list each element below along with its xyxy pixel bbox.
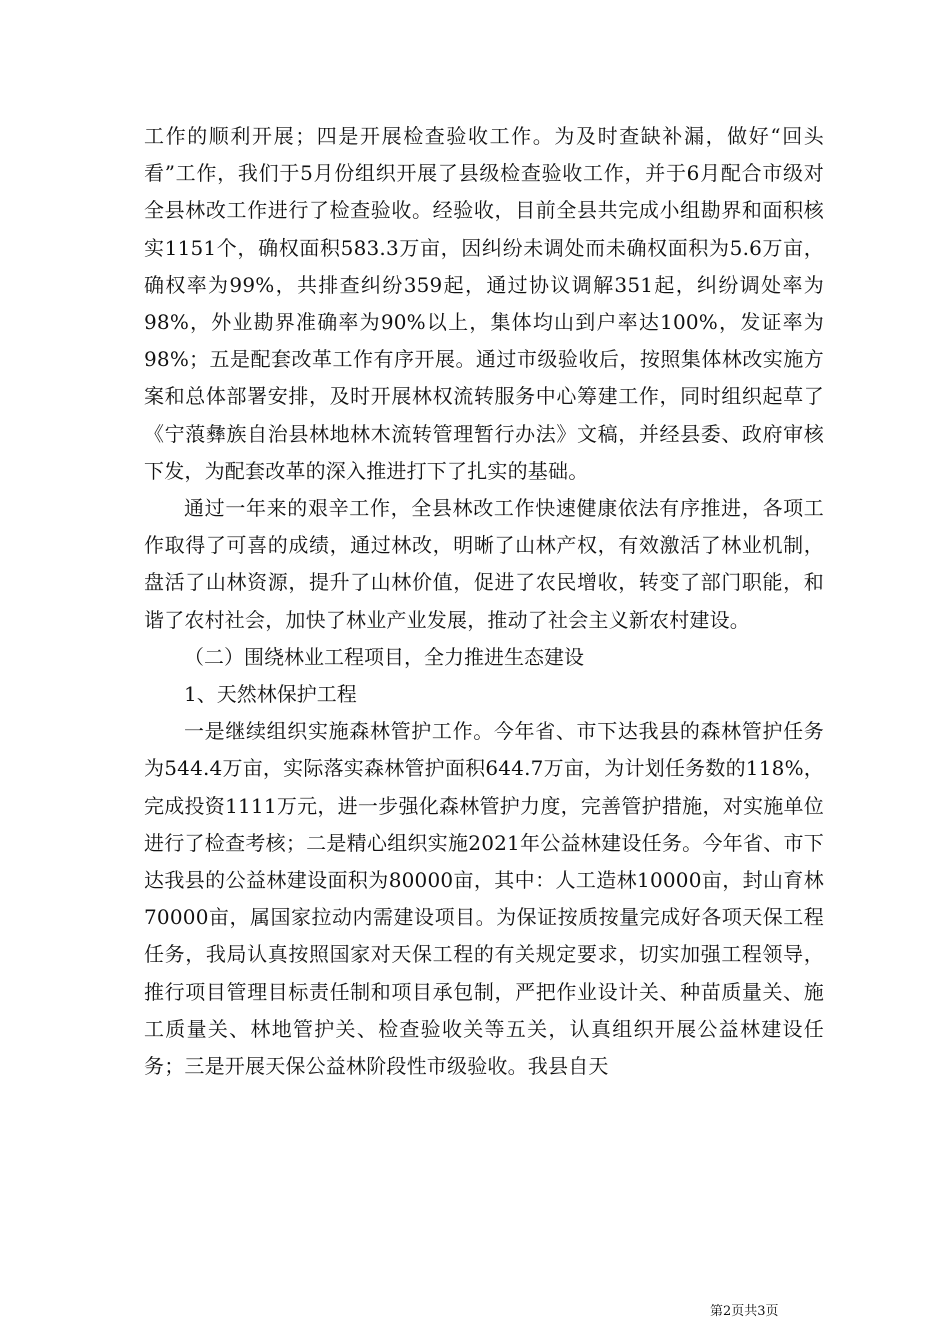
paragraph-reform-achievements: 通过一年来的艰辛工作，全县林改工作快速健康依法有序推进，各项工作取得了可喜的成绩，通过林改，明晰了山林产权，有效激活了林业机制，盘活了山林资源，提升了山林价值，促进了农民增收，转变了部门职能，和谐了农村社会，加快了林业产业发展，推动了社会主义新农村建设。	[144, 496, 824, 632]
paragraph-forest-reform-acceptance: 工作的顺利开展；四是开展检查验收工作。为及时查缺补漏，做好“回头看”工作，我们于5月份组织开展了县级检查验收工作，并于6月配合市级对全县林改工作进行了检查验收。经验收，目前全县共完成小组勘界和面积核实1151个，确权面积583.3万亩，因纠纷未调处而未确权面积为5.6万亩，确权率为99%，共排查纠纷359起，通过协议调解351起，纠纷调处率为98%，外业勘界准确率为90%以上，集体均山到户率达100%，发证率为98%；五是配套改革工作有序开展。通过市级验收后，按照集体林改实施方案和总体部署安排，及时开展林权流转服务中心筹建工作，同时组织起草了《宁蒗彝族自治县林地林木流转管理暂行办法》文稿，并经县委、政府审核下发，为配套改革的深入推进打下了扎实的基础。	[144, 124, 824, 483]
document-body	[144, 118, 824, 1085]
page-number-footer: 第2页共3页	[710, 1304, 779, 1319]
paragraph-natural-forest-protection: 一是继续组织实施森林管护工作。今年省、市下达我县的森林管护任务为544.4万亩，实际落实森林管护面积644.7万亩，为计划任务数的118%，完成投资1111万元，进一步强化森林管护力度，完善管护措施，对实施单位进行了检查考核；二是精心组织实施2021年公益林建设任务。今年省、市下达我县的公益林建设面积为80000亩，其中：人工造林10000亩，封山育林70000亩，属国家拉动内需建设项目。为保证按质按量完成好各项天保工程任务，我局认真按照国家对天保工程的有关规定要求，切实加强工程领导，推行项目管理目标责任制和项目承包制，严把作业设计关、种苗质量关、施工质量关、林地管护关、检查验收关等五关，认真组织开展公益林建设任务；三是开展天保公益林阶段性市级验收。我县自天	[144, 719, 824, 1079]
subsection-heading-natural-forest: 1、天然林保护工程	[184, 682, 357, 707]
section-heading-ecology: （二）围绕林业工程项目，全力推进生态建设	[184, 644, 584, 669]
